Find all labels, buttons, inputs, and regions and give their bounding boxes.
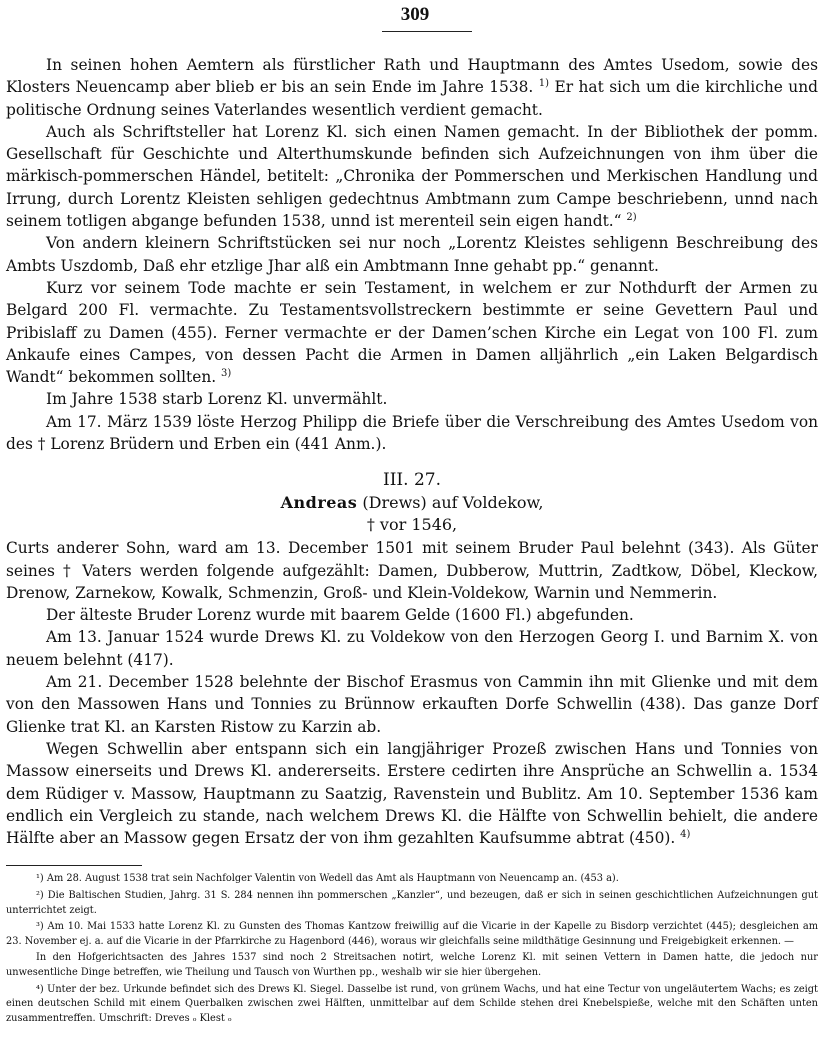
- page-number: 309: [400, 4, 430, 25]
- paragraph: Der älteste Bruder Lorenz wurde mit baarem Gelde (1600 Fl.) abgefunden.: [46, 606, 634, 625]
- paragraph-text: Auch als Schriftsteller hat Lorenz Kl. sich einen Namen gemacht. In der Bibliothek der pomm. Gesellschaft für Geschichte und Alterthumskunde befinden sich Aufzeichnungen von ihm über die märkisch-pommerschen Händel, betitelt: „Chronika der Pommerschen und Merkischen Handlung und Irrung, durch Lorentz Kleisten sehligen gedechtnus Ambtmann zum Campe beschriebenn, unnd nach seinem totligen abgange befunden 1538, unnd ist merenteil sein eigen handt.“: [6, 122, 818, 231]
- main-text: [6, 54, 818, 1028]
- section-death-date: † vor 1546,: [366, 514, 458, 534]
- footnote-ref: 4): [680, 828, 691, 840]
- footnote-rule: [6, 865, 142, 866]
- paragraph: Am 17. März 1539 löste Herzog Philipp die Briefe über die Verschreibung des Amtes Usedom von des † Lorenz Brüdern und Erben ein (441 Anm.).: [6, 412, 818, 454]
- paragraph-text: Er hat sich um die kirchliche und politische Ordnung seines Vaterlandes wesentlich verdient gemacht.: [6, 78, 818, 119]
- footnote: ²) Die Baltischen Studien, Jahrg. 31 S. 284 nennen ihn pommerschen „Kanzler“, und bezeugen, daß er sich in seinen geschichtlichen Aufzeichnungen gut unterrichtet zeigt.: [6, 889, 818, 916]
- paragraph: Curts anderer Sohn, ward am 13. December 1501 mit seinem Bruder Paul belehnt (343). Als Güter seines † Vaters werden folgende aufgezählt: Damen, Dubberow, Muttrin, Zadtkow, Döbel, Kleckow, Drenow, Zarnekow, Kowalk, Schmenzin, Groß- und Klein-Voldekow, Warnin und Nemmerin.: [6, 539, 818, 602]
- paragraph: [6, 121, 818, 232]
- paragraph: Am 21. December 1528 belehnte der Bischof Erasmus von Cammin ihn mit Glienke und mit dem von den Massowen Hans und Tonnies zu Brünnow erkauften Dorfe Schwellin (438). Das ganze Dorf Glienke trat Kl. an Karsten Ristow zu Karzin ab.: [6, 673, 818, 736]
- footnote-ref: 2): [626, 211, 637, 223]
- footnote: ³) Am 10. Mai 1533 hatte Lorenz Kl. zu Gunsten des Thomas Kantzow freiwillig auf die Vicarie in der Kapelle zu Bisdorp verzichtet (445); desgleichen am 23. November ej. a. auf die Vicarie in der Pfarrkirche zu Hagenbord (446), woraus wir gleichfalls seine mildthätige Gesinnung und Freigebigkeit erkennen. —: [6, 921, 818, 947]
- paragraph: Von andern kleinern Schriftstücken sei nur noch „Lorentz Kleistes sehligenn Beschreibung des Ambts Uszdomb, Daß ehr etzlige Jhar alß ein Ambtmann Inne gehabt pp.“ genannt.: [6, 234, 818, 275]
- footnote: ¹) Am 28. August 1538 trat sein Nachfolger Valentin von Wedell das Amt als Hauptmann von Neuencamp an. (453 a).: [36, 873, 619, 885]
- footnote: ⁴) Unter der bez. Urkunde befindet sich des Drews Kl. Siegel. Dasselbe ist rund, von grünem Wachs, und hat eine Tectur von ungeläutertem Wachs; es zeigt einen deutschen Schild mit einem Querbalken zwischen zwei Hälften, unmittelbar auf dem Schilde stehen drei Knebelspieße, welche mit den Schäften unten zusammentreffen. Umschrift: Dreves ₒ Klest ₒ: [6, 983, 818, 1024]
- footnote-ref: 3): [221, 368, 232, 380]
- footnote-ref: 1): [538, 78, 550, 90]
- footnotes: [6, 872, 818, 1026]
- paragraph: Am 13. Januar 1524 wurde Drews Kl. zu Voldekow von den Herzogen Georg I. und Barnim X. von neuem belehnt (417).: [6, 628, 818, 669]
- paragraph: [6, 54, 818, 121]
- section-number: III. 27.: [383, 470, 441, 491]
- person-name: Andreas: [280, 492, 358, 512]
- paragraph: Im Jahre 1538 starb Lorenz Kl. unvermählt.: [46, 390, 388, 409]
- section-title: [6, 492, 818, 514]
- header-rule: [382, 31, 472, 32]
- person-alias: (Drews) auf Voldekow,: [362, 492, 544, 512]
- paragraph-text: In seinen hohen Aemtern als fürstlicher Rath und Hauptmann des Amtes Usedom, sowie des Klosters Neuencamp aber blieb er bis an sein Ende im Jahre 1538.: [6, 56, 818, 97]
- footnote: In den Hofgerichtsacten des Jahres 1537 sind noch 2 Streitsachen notirt, welche Lorenz Kl. mit seinen Vettern in Damen hatte, die jedoch nur unwesentliche Dinge betreffen, wie Theilung und Tausch von Wurthen pp., weshalb wir sie hier übergehen.: [6, 952, 818, 978]
- paragraph-text: Kurz vor seinem Tode machte er sein Testament, in welchem er zur Nothdurft der Armen zu Belgard 200 Fl. vermachte. Zu Testamentsvollstreckern bestimmte er seine Gevettern Paul und Pribislaff zu Damen (455). Ferner vermachte er der Damen’schen Kirche ein Legat von 100 Fl. zum Ankaufe eines Campes, von dessen Pacht die Armen in Damen alljährlich „ein Laken Belgardisch Wandt“ bekommen sollten.: [6, 278, 818, 387]
- paragraph: [6, 277, 818, 388]
- paragraph: [6, 738, 818, 849]
- paragraph-text: Wegen Schwellin aber entspann sich ein langjähriger Prozeß zwischen Hans und Tonnies von Massow einerseits und Drews Kl. andererseits. Erstere cedirten ihre Ansprüche an Schwellin a. 1534 dem Rüdiger v. Massow, Hauptmann zu Saatzig, Ravenstein und Bublitz. Am 10. September 1536 kam endlich ein Vergleich zu stande, nach welchem Drews Kl. die Hälfte von Schwellin behielt, die andere Hälfte aber an Massow gegen Ersatz der von ihm gezahlten Kaufsumme abtrat (450).: [6, 739, 818, 848]
